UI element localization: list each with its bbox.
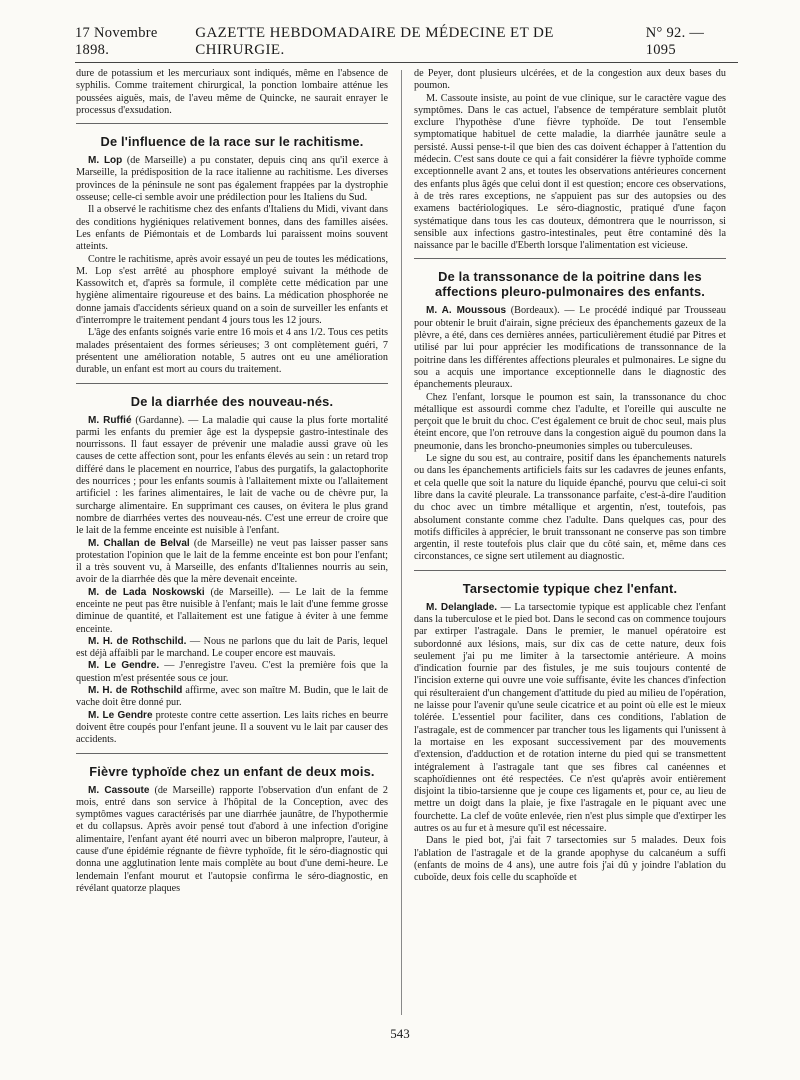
paragraph: [76, 587, 388, 636]
paragraph: [76, 660, 388, 685]
speaker-name: M. de Lada Noskowski: [88, 586, 205, 598]
paragraph-text: affirme, avec son maître M. Budin, que le lait de vache doit être donné pur.: [76, 685, 388, 709]
speaker-name: M. H. de Rothschild: [88, 685, 183, 697]
paragraph: [414, 602, 726, 836]
section-rule: [76, 753, 388, 754]
column-separator: [401, 70, 402, 1015]
paragraph: [76, 636, 388, 661]
paragraph-text: — Nous ne parlons que du lait de Paris, lequel est déjà affaibli par le marchand. Le couper encore est mauvais.: [76, 635, 388, 660]
page-number: 543: [390, 1026, 410, 1041]
paragraph: Chez l'enfant, lorsque le poumon est sain, la transsonance du choc métallique est assourdi comme chez l'adulte, et l'oreille qui ausculte ne perçoit que le bruit du choc. C'est également ce bruit de choc seul, mais plus éteint encore, que l'on retrouve dans la congestion aiguë du poumon dans la pneumonie, dans les broncho-pneumonies simples ou tuberculeuses.: [414, 391, 726, 452]
speaker-name: M. A. Moussous: [426, 305, 507, 317]
paragraph-text: (Bordeaux). — Le procédé indiqué par Trousseau pour obtenir le bruit d'airain, signe précieux des épanchements gazeux de la plèvre, a été, dans ces dernières années, particulièrement étudié par Pitres et utilisé par lui pour apprécier les modifications de transsonnance de la poitrine dans les différentes affections pleurales et pulmonaires. Le signe du sou a acquis une importance exceptionnelle dans le diagnostic des épanchements pleuraux.: [414, 305, 726, 391]
header-issue-page: N° 92. — 1095: [645, 25, 705, 58]
paragraph-text: — La tarsectomie typique est applicable chez l'enfant dans la tuberculose et le pied bot. Dans le second cas on commence toujours par extirper l'astragale. Dans le premier, le manuel opératoire est subordonné aux lésions, mais, sur dix cas de cette nature, deux fois seulement j'ai pu me limiter à la tarsectomie antérieure. A moins d'indication fournie par des fistules, je me suis toujours contenté de l'incision externe qui ouvre une voie suffisante, évite les chances d'infection qui résulteraient d'un changement d'attitude du pied au milieu de l'opération, ne laisse pour l'avenir qu'une seule cicatrice et au point où elle est le mieux tolérée. L'essentiel pour faciliter, dans ces conditions, l'ablation de l'astragale, est de commencer par trancher tous les ligaments qui l'unissent à la mortaise en les exposant successivement par des mouvements d'extension, d'adduction et de rotation interne du pied qui se transmettent intégralement à l'astragale tant que ses fibres cal canéennes et scaphoïdiennes ont été respectées. Ce n'est qu'après avoir entièrement disjoint la tibio-tarsienne que je coupe ces ligaments et, pour ce, au lieu de mettre un doigt dans la plaie, je fixe l'astragale en le piquant avec une fourchette. La clef de voûte enlevée, rien n'est plus simple que d'extirper les autres os au fur et à mesure qu'il est nécessaire.: [414, 601, 726, 835]
paragraph-text: (de Marseille) a pu constater, depuis cinq ans qu'il exerce à Marseille, la prédisposition de la race italienne au rachitisme. Les diverses provinces de la péninsule ne sont pas également frappées par la dystrophie osseuse; celle-ci semble avoir une prédilection pour les Italiens du Sud.: [76, 155, 388, 204]
section-title-diarrhee: De la diarrhée des nouveau-nés.: [130, 393, 334, 409]
header-journal-title: GAZETTE HEBDOMADAIRE DE MÉDECINE ET DE CHIRURGIE.: [195, 25, 554, 58]
continued-paragraph: de Peyer, dont plusieurs ulcérées, et de la congestion aux deux bases du poumon.: [414, 68, 726, 92]
section-title-rachitisme: De l'influence de la race sur le rachitisme.: [100, 134, 364, 150]
paragraph: [76, 415, 388, 538]
paragraph: [76, 710, 388, 747]
section-rule: [414, 258, 726, 259]
paragraph: M. Cassoute insiste, au point de vue clinique, sur le caractère vague des symptômes. Dans le cas actuel, l'absence de température semblait plutôt exclure l'hypothèse d'une fièvre typhoïde. De tout l'ensemble symptomatique habituel de cette maladie, la diarrhée jaunâtre seule a persisté. Aussi pense-t-il que bien des cas doivent échapper à l'attention du médecin. C'est sans doute ce qui a fait considérer la fièvre typhoïde comme exceptionnelle avant 2 ans, et toutes les observations antérieures concernent des enfants plus âgés que celui dont il est question; encore ces observations, à de très rares exceptions, ne s'appuient pas sur des autopsies ou des examens bactériologiques. Le séro-diagnostic, pratiqué d'une façon systématique dans tous les cas douteux, démontrera que le nourrisson, si sensible aux infections gastro-intestinales, peut être contaminé dès la naissance par le bacille d'Eberth lorsque l'alimentation est vicieuse.: [414, 92, 726, 252]
paragraph: Dans le pied bot, j'ai fait 7 tarsectomies sur 5 malades. Deux fois l'ablation de l'astragale et de la grande apophyse du calcanéum a suffi (enfants de moins de 4 ans), une autre fois j'ai dû y joindre l'ablation du cuboïde, deux fois celle du scaphoïde et: [414, 835, 726, 884]
speaker-name: M. Challan de Belval: [88, 537, 190, 549]
paragraph-text: (de Marseille) ne veut pas laisser passer sans protestation l'opinion que le lait de la femme enceinte est bon pour l'enfant; il a très souvent vu, à Marseille, des enfants d'Italiennes nourris au sein, avoir de la diarrhée dès que la mère devenait enceinte.: [76, 537, 388, 586]
running-header: [75, 25, 738, 58]
section-title-fievre-typhoide: Fièvre typhoïde chez un enfant de deux mois.: [89, 763, 375, 779]
paragraph-text: (de Marseille). — Le lait de la femme enceinte ne peut pas être nuisible à l'enfant; mais le lait d'une femme grosse diminue de quantité, et l'allaitement est une fatigue à éviter à une femme enceinte.: [76, 586, 388, 635]
paragraph: [76, 785, 388, 896]
header-date: 17 Novembre 1898.: [75, 25, 158, 58]
left-column: [76, 68, 388, 1018]
paragraph: Il a observé le rachitisme chez des enfants d'Italiens du Midi, vivant dans des conditions hygiéniques relativement bonnes, dans des familles aisées. Les enfants de Piémontais et de Lombards lui paraissent moins souvent atteints.: [76, 204, 388, 253]
paragraph: [76, 155, 388, 204]
paragraph: Le signe du sou est, au contraire, positif dans les épanchements naturels ou dans les épanchements artificiels faits sur les cadavres de jeunes enfants, et cela quelle que soit la nature du liquide épanché, pourvu que celui-ci soit libre dans la cavité pleurale. La transsonance parfaite, c'est-à-dire l'audition du choc avec un timbre métallique et argentin, n'est, toutefois, pas absolument constante comme chez l'adulte. Dans quelques cas, pour des motifs difficiles à apprécier, le bruit transsonant ne conserve pas son timbre argentin, il reste toutefois plus clair que du côté sain, et, même dans ces circonstances, ce signe sert utilement au diagnostic.: [414, 453, 726, 563]
paragraph-text: proteste contre cette assertion. Les laits riches en beurre doivent être coupés pour l'enfant jeune. Il a souvent vu le lait par causer des accidents.: [76, 709, 388, 746]
speaker-name: M. Le Gendre: [88, 709, 153, 721]
section-rule: [76, 383, 388, 384]
right-column: [414, 68, 726, 1018]
speaker-name: M. Ruffié: [88, 414, 132, 426]
section-rule: [414, 570, 726, 571]
section-title-tarsectomie: Tarsectomie typique chez l'enfant.: [462, 580, 678, 596]
speaker-name: M. Lop: [88, 155, 123, 167]
speaker-name: M. H. de Rothschild.: [88, 635, 187, 647]
speaker-name: M. Cassoute: [88, 784, 150, 796]
speaker-name: M. Delanglade.: [426, 601, 498, 613]
paragraph: [76, 685, 388, 710]
paragraph: L'âge des enfants soignés varie entre 16 mois et 4 ans 1/2. Tous ces petits malades présentaient des formes sérieuses; 3 ont complètement guéri, 7 présentent une amélioration notable, 5 autres ont eu une amélioration durable, un enfant est mort au cours du traitement.: [76, 327, 388, 376]
paragraph: Contre le rachitisme, après avoir essayé un peu de toutes les médications, M. Lop s'est arrêté au phosphore employé suivant la méthode de Kassowitch et, d'après sa formule, il complète cette médication par une hygiène alimentaire rigoureuse et des bains. La médication phosphorée ne donne jamais d'accidents sérieux quand on a soin de surveiller les enfants et d'interrompre le traitement pendant 4 jours tous les 12 jours.: [76, 253, 388, 327]
paragraph: [414, 305, 726, 391]
header-rule: [75, 62, 738, 63]
section-title-transsonance: De la transsonance de la poitrine dans les affections pleuro-pulmonaires des enfants.: [434, 269, 706, 300]
speaker-name: M. Le Gendre.: [88, 660, 160, 672]
continued-paragraph: dure de potassium et les mercuriaux sont indiqués, même en l'absence de syphilis. Comme traitement chirurgical, la ponction lombaire atténue les poussées aiguës, mais, de l'aveu même de Quincke, ne saurait enrayer le processus d'exsudation.: [76, 68, 388, 116]
paragraph-text: — J'enregistre l'aveu. C'est la première fois que la question m'est présentée sous ce jour.: [76, 660, 388, 684]
paragraph-text: (Gardanne). — La maladie qui cause la plus forte mortalité parmi les enfants du premier âge est la dyspepsie gastro-intestinale des nourrissons. Il faut essayer de prévenir une maladie aussi grave où les causes de cette affection sont, pour les enfants élevés au sein : un retard trop différé dans le placement en nourrice, l'abus des purgatifs, la galactophorite des nourrices ; pour les enfants soumis à l'allaitement mixte ou l'allaitement artificiel : les farines alimentaires, le lait de vache ou de chèvre pur, la surcharge alimentaire. En supprimant ces causes, on évitera le plus grand nombre de diarrhées vertes des nouveau-nés. C'est une erreur de croire que le lait de la femme enceinte est nuisible à l'enfant.: [76, 414, 388, 537]
section-rule: [76, 123, 388, 124]
paragraph: [76, 538, 388, 587]
paragraph-text: (de Marseille) rapporte l'observation d'un enfant de 2 mois, entré dans son service à l'hôpital de la Conception, avec des symptômes vagues caractérisés par une diarrhée jaunâtre, de l'hypothermie et du collapsus. Après avoir pensé tout d'abord à une infection d'origine alimentaire, l'enfant ayant été nourri avec un biberon malpropre, l'auteur, à cause d'une épidémie régnante de fièvre typhoïde, fit le séro-diagnostic qui donna une agglutination lente mais complète au bout d'une demi-heure. Le lendemain l'enfant mourut et l'autopsie confirma le séro-diagnostic, en révélant quatorze plaques: [76, 784, 388, 894]
